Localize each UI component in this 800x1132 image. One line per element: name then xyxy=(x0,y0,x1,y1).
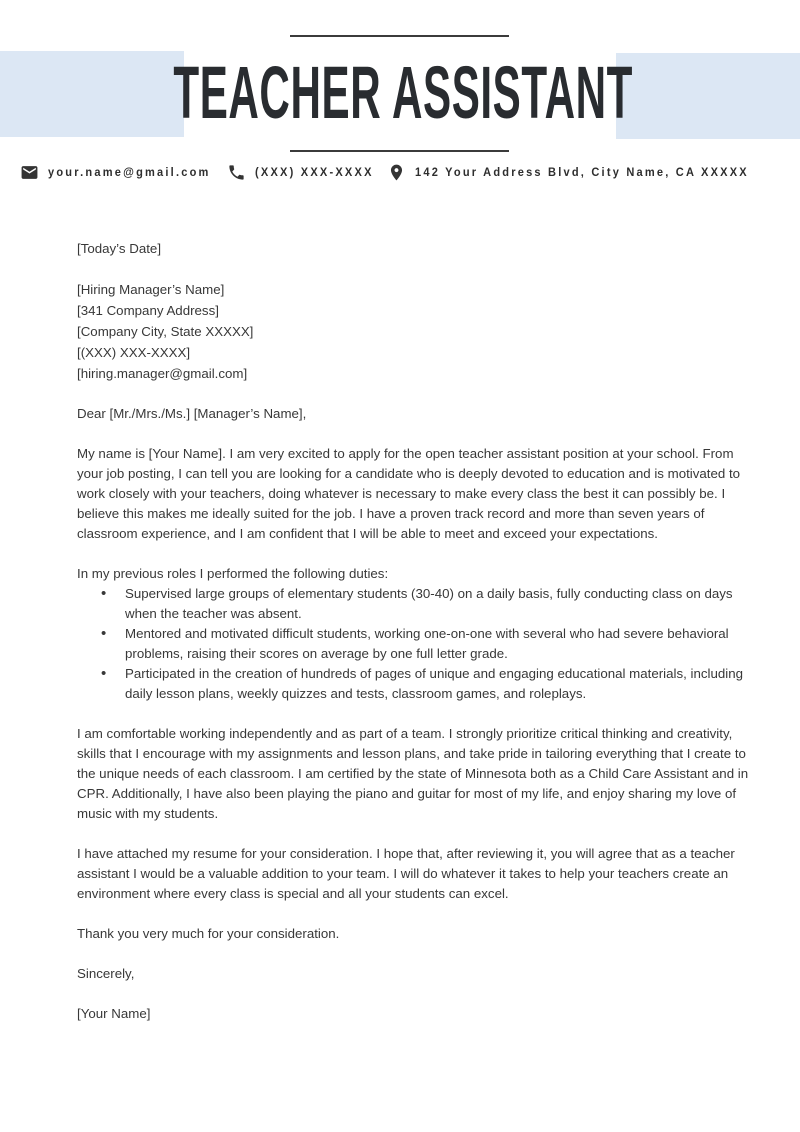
recipient-block xyxy=(77,279,751,384)
envelope-icon xyxy=(20,163,39,182)
divider-top xyxy=(290,35,509,37)
letter-date: [Today’s Date] xyxy=(77,241,162,256)
paragraph-closing: I have attached my resume for your consideration. I hope that, after reviewing it, you will agree that as a teacher assistant I would be a valuable addition to your team. I will do whatever it takes to help your teachers create an environment where every class is special and all your students can excel. xyxy=(77,846,735,901)
duty-item: • Participated in the creation of hundreds of pages of unique and engaging educational materials, including daily lesson plans, weekly quizzes and tests, classroom games, and roleplays. xyxy=(77,664,751,704)
page-title xyxy=(0,51,800,153)
recipient-email: [hiring.manager@gmail.com] xyxy=(77,366,248,381)
contact-phone-text: (XXX) XXX-XXXX xyxy=(255,165,375,179)
divider-bottom xyxy=(290,150,509,152)
duties-list xyxy=(77,584,751,704)
duty-item: • Mentored and motivated difficult students, working one-on-one with several who had severe behavioral problems, raising their scores on average by one full letter grade. xyxy=(77,624,751,664)
map-pin-icon xyxy=(387,163,406,182)
paragraph-skills: I am comfortable working independently and as part of a team. I strongly prioritize critical thinking and creativity, skills that I encourage with my assignments and lesson plans, and take pride in tailoring everything that I create to the unique needs of each classroom. I am certified by the state of Minnesota both as a Child Care Assistant and in CPR. Additionally, I have also been playing the piano and guitar for most of my life, and enjoy sharing my love of music with my students. xyxy=(77,726,749,821)
contact-address xyxy=(387,163,778,182)
contact-phone xyxy=(227,163,384,182)
signature: [Your Name] xyxy=(77,1006,151,1021)
contact-bar xyxy=(0,158,800,186)
recipient-name: [Hiring Manager’s Name] xyxy=(77,282,225,297)
contact-address-text: 142 Your Address Blvd, City Name, CA XXXXX xyxy=(415,165,749,179)
thanks-line: Thank you very much for your consideration. xyxy=(77,926,340,941)
letter-body xyxy=(77,238,751,1044)
recipient-street: [341 Company Address] xyxy=(77,303,219,318)
salutation: Dear [Mr./Mrs./Ms.] [Manager’s Name], xyxy=(77,406,307,421)
header xyxy=(0,0,800,195)
recipient-city: [Company City, State XXXXX] xyxy=(77,324,254,339)
page-title-text: TEACHER ASSISTANT xyxy=(173,51,633,134)
paragraph-intro: My name is [Your Name]. I am very excited to apply for the open teacher assistant position at your school. From your job posting, I can tell you are looking for a candidate who is deeply devoted to education and is motivated to work closely with your teachers, doing whatever is necessary to make every class the best it can possibly be. I believe this makes me ideally suited for the job. I have a proven track record and more than seven years of classroom experience, and I am confident that I will be able to meet and exceed your expectations. xyxy=(77,446,741,541)
recipient-phone: [(XXX) XXX-XXXX] xyxy=(77,345,191,360)
contact-email-text: your.name@gmail.com xyxy=(48,165,211,179)
duty-item: • Supervised large groups of elementary students (30-40) on a daily basis, fully conducting class on days when the teacher was absent. xyxy=(77,584,751,624)
duties-intro: In my previous roles I performed the following duties: xyxy=(77,566,389,581)
signoff: Sincerely, xyxy=(77,966,135,981)
phone-icon xyxy=(227,163,246,182)
contact-email xyxy=(20,163,225,182)
